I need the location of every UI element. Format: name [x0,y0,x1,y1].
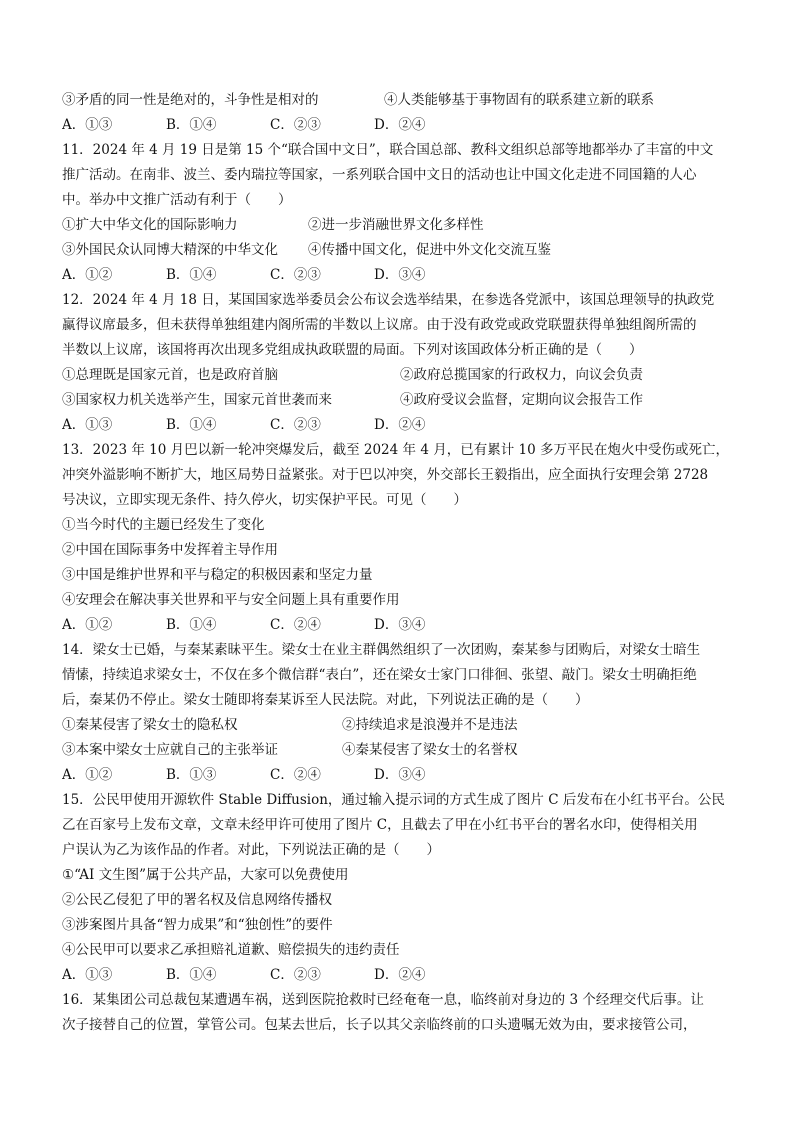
exam-page [62,88,732,1038]
answer-a: A．①② [62,617,113,633]
q13-answers [62,613,732,638]
q11-stem-line: 推广活动。在南非、波兰、委内瑞拉等国家，一系列联合国中文日的活动也让中国文化走进不同国籍的人心 [62,167,697,183]
q12-option-2: ②政府总揽国家的行政权力，向议会负责 [400,367,643,383]
q11-options-row [62,213,732,238]
q12-stem-line: 赢得议席最多，但未获得单独组建内阁所需的半数以上议席。由于没有政党或政党联盟获得单独组阁所需的 [62,317,697,333]
answer-b: B．①④ [166,417,217,433]
q11-option-1: ①扩大中华文化的国际影响力 [62,217,238,233]
q11-options-row [62,238,732,263]
answer-b: B．①④ [166,617,217,633]
q15-stem-line: 户误认为乙为该作品的作者。对此，下列说法正确的是（ ） [62,842,440,858]
answer-a: A．①③ [62,117,113,133]
answer-b: B．①④ [166,267,217,283]
q14-stem-line: 14．梁女士已婚，与秦某素昧平生。梁女士在业主群偶然组织了一次团购，秦某参与团购后，对梁女士暗生 [62,642,701,658]
answer-d: D．②④ [374,417,426,433]
answer-a: A．①③ [62,967,113,983]
q11-stem-line: 11．2024 年 4 月 19 日是第 15 个“联合国中文日”，联合国总部、教科文组织总部等地都举办了丰富的中文 [62,142,714,158]
q10-option-4: ④人类能够基于事物固有的联系建立新的联系 [384,92,654,108]
answer-b: B．①③ [166,767,217,783]
answer-c: C．②④ [270,767,321,783]
q12-option-3: ③国家权力机关选举产生，国家元首世袭而来 [62,392,332,408]
q13-stem-line: 13．2023 年 10 月巴以新一轮冲突爆发后，截至 2024 年 4 月，已有累计 10 多万平民在炮火中受伤或死亡， [62,442,729,458]
answer-c: C．②④ [270,617,321,633]
q14-option-2: ②持续追求是浪漫并不是违法 [342,717,518,733]
q11-option-3: ③外国民众认同博大精深的中华文化 [62,242,278,258]
q14-options-row [62,738,732,763]
q14-stem-line: 情愫，持续追求梁女士，不仅在多个微信群“表白”，还在梁女士家门口徘徊、张望、敲门。梁女士明确拒绝 [62,667,697,683]
q15-stem-line: 15．公民甲使用开源软件 Stable Diffusion，通过输入提示词的方式生成了图片 C 后发布在小红书平台。公民 [62,792,725,808]
q12-stem-line: 12．2024 年 4 月 18 日，某国国家选举委员会公布议会选举结果，在参选各党派中，该国总理领导的执政党 [62,292,715,308]
q12-options-row [62,363,732,388]
q14-option-3: ③本案中梁女士应就自己的主张举证 [62,742,278,758]
q14-option-1: ①秦某侵害了梁女士的隐私权 [62,717,238,733]
q13-option-3: ③中国是维护世界和平与稳定的积极因素和坚定力量 [62,567,373,583]
q10-options-row [62,88,732,113]
q11-option-2: ②进一步消融世界文化多样性 [308,217,484,233]
answer-d: D．②④ [374,967,426,983]
answer-c: C．②③ [270,417,321,433]
q15-stem-line: 乙在百家号上发布文章，文章未经甲许可使用了图片 C，且截去了甲在小红书平台的署名水印，使得相关用 [62,817,698,833]
q13-option-4: ④安理会在解决事关世界和平与安全问题上具有重要作用 [62,592,400,608]
answer-d: D．③④ [374,767,426,783]
answer-c: C．②③ [270,117,321,133]
answer-d: D．②④ [374,117,426,133]
q11-option-4: ④传播中国文化，促进中外文化交流互鉴 [308,242,551,258]
answer-b: B．①④ [166,967,217,983]
q13-option-1: ①当今时代的主题已经发生了变化 [62,517,265,533]
q11-stem-line: 中。举办中文推广活动有利于（ ） [62,192,292,208]
q16-stem-line: 次子接替自己的位置，掌管公司。包某去世后，长子以其父亲临终前的口头遗嘱无效为由，要求接管公司， [62,1017,697,1033]
q10-option-3: ③矛盾的同一性是绝对的，斗争性是相对的 [62,92,319,108]
q15-option-4: ④公民甲可以要求乙承担赔礼道歉、赔偿损失的违约责任 [62,942,400,958]
q16-stem-line: 16．某集团公司总裁包某遭遇车祸，送到医院抢救时已经奄奄一息，临终前对身边的 3 个经理交代后事。让 [62,992,704,1008]
q12-options-row [62,388,732,413]
q12-option-4: ④政府受议会监督，定期向议会报告工作 [400,392,643,408]
q13-option-2: ②中国在国际事务中发挥着主导作用 [62,542,278,558]
q15-option-3: ③涉案图片具备“智力成果”和“独创性”的要件 [62,917,333,933]
q12-stem-line: 半数以上议席，该国将再次出现多党组成执政联盟的局面。下列对该国政体分析正确的是（ ） [62,342,643,358]
q12-answers [62,413,732,438]
q14-options-row [62,713,732,738]
answer-b: B．①④ [166,117,217,133]
q10-answers [62,113,732,138]
q14-stem-line: 后，秦某仍不停止。梁女士随即将秦某诉至人民法院。对此，下列说法正确的是（ ） [62,692,589,708]
answer-a: A．①③ [62,417,113,433]
answer-a: A．①② [62,767,113,783]
q15-option-2: ②公民乙侵犯了甲的署名权及信息网络传播权 [62,892,332,908]
answer-c: C．②③ [270,267,321,283]
q11-answers [62,263,732,288]
answer-c: C．②③ [270,967,321,983]
answer-a: A．①② [62,267,113,283]
q15-option-1: ①“AI 文生图”属于公共产品，大家可以免费使用 [62,867,349,883]
q13-stem-line: 号决议，立即实现无条件、持久停火，切实保护平民。可见（ ） [62,492,467,508]
answer-d: D．③④ [374,617,426,633]
answer-d: D．③④ [374,267,426,283]
q13-stem-line: 冲突外溢影响不断扩大，地区局势日益紧张。对于巴以冲突，外交部长王毅指出，应全面执行安理会第 2728 [62,467,709,483]
q15-answers [62,963,732,988]
q12-option-1: ①总理既是国家元首，也是政府首脑 [62,367,278,383]
q14-option-4: ④秦某侵害了梁女士的名誉权 [342,742,518,758]
q14-answers [62,763,732,788]
